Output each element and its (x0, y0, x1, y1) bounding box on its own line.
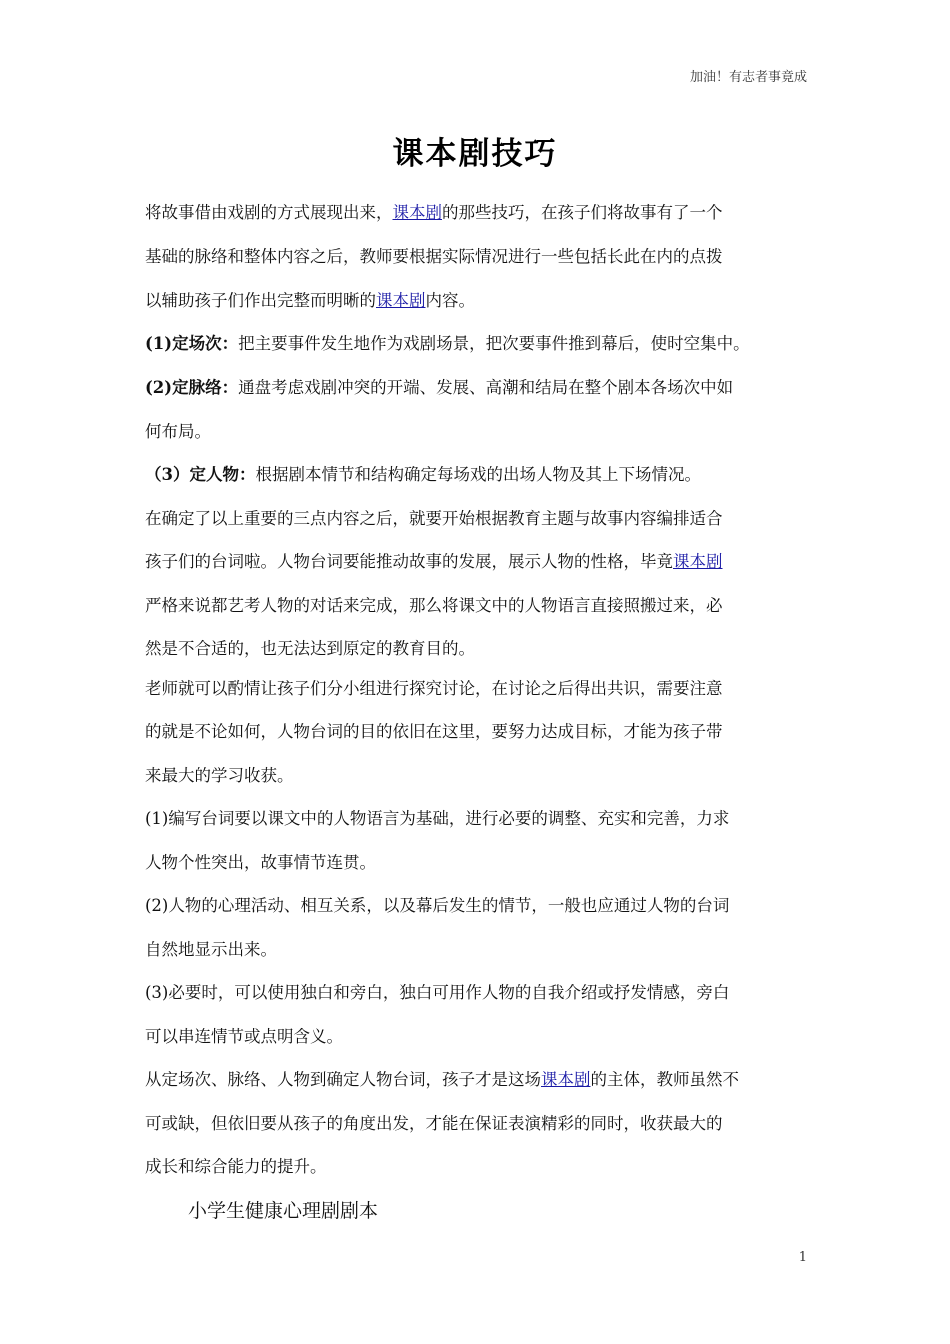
body-line: 可或缺，但依旧要从孩子的角度出发，才能在保证表演精彩的同时，收获最大的 (145, 1114, 723, 1133)
body-line: 严格来说都艺考人物的对话来完成，那么将课文中的人物语言直接照搬过来，必 (145, 596, 723, 615)
link-kebenju[interactable]: 课本剧 (541, 1070, 591, 1089)
body-line: (2)定脉络：通盘考虑戏剧冲突的开端、发展、高潮和结局在整个剧本各场次中如 (145, 378, 734, 397)
body-line: 老师就可以酌情让孩子们分小组进行探究讨论，在讨论之后得出共识，需要注意 (145, 679, 723, 698)
page-header: 加油！有志者事竟成 (689, 70, 807, 85)
body-line: (1)定场次：把主要事件发生地作为戏剧场景，把次要事件推到幕后，使时空集中。 (145, 334, 750, 353)
item-heading: (1)定场次： (145, 334, 239, 353)
body-line: 从定场次、脉络、人物到确定人物台词，孩子才是这场课本剧的主体，教师虽然不 (145, 1070, 739, 1089)
body-line: 人物个性突出，故事情节连贯。 (145, 853, 376, 872)
body-line: 以辅助孩子们作出完整而明晰的课本剧内容。 (145, 291, 475, 310)
body-line: 的就是不论如何，人物台词的目的依旧在这里，要努力达成目标，才能为孩子带 (145, 722, 723, 741)
item-heading: （3）定人物： (145, 465, 256, 484)
link-kebenju[interactable]: 课本剧 (673, 552, 723, 571)
body-line: 然是不合适的，也无法达到原定的教育目的。 (145, 639, 475, 658)
body-line: 可以串连情节或点明含义。 (145, 1027, 343, 1046)
item-heading: (2)定脉络： (145, 378, 239, 397)
body-line: 孩子们的台词啦。人物台词要能推动故事的发展，展示人物的性格，毕竟课本剧 (145, 552, 723, 571)
body-line: 来最大的学习收获。 (145, 766, 294, 785)
body-line: (3)必要时，可以使用独白和旁白，独白可用作人物的自我介绍或抒发情感，旁白 (145, 983, 730, 1002)
link-kebenju[interactable]: 课本剧 (392, 203, 442, 222)
page-number: 1 (798, 1250, 807, 1265)
body-line: 在确定了以上重要的三点内容之后，就要开始根据教育主题与故事内容编排适合 (145, 509, 723, 528)
body-line: (2)人物的心理活动、相互关系，以及幕后发生的情节，一般也应通过人物的台词 (145, 896, 730, 915)
body-line: （3）定人物：根据剧本情节和结构确定每场戏的出场人物及其上下场情况。 (145, 465, 701, 484)
body-line: 将故事借由戏剧的方式展现出来，课本剧的那些技巧，在孩子们将故事有了一个 (145, 203, 723, 222)
link-kebenju[interactable]: 课本剧 (376, 291, 426, 310)
body-line: 何布局。 (145, 422, 211, 441)
body-line: (1)编写台词要以课文中的人物语言为基础，进行必要的调整、充实和完善，力求 (145, 809, 730, 828)
body-line: 基础的脉络和整体内容之后，教师要根据实际情况进行一些包括长此在内的点拨 (145, 247, 723, 266)
document-title: 课本剧技巧 (392, 136, 558, 172)
section-subtitle: 小学生健康心理剧剧本 (188, 1200, 379, 1222)
body-line: 成长和综合能力的提升。 (145, 1157, 327, 1176)
body-line: 自然地显示出来。 (145, 940, 277, 959)
